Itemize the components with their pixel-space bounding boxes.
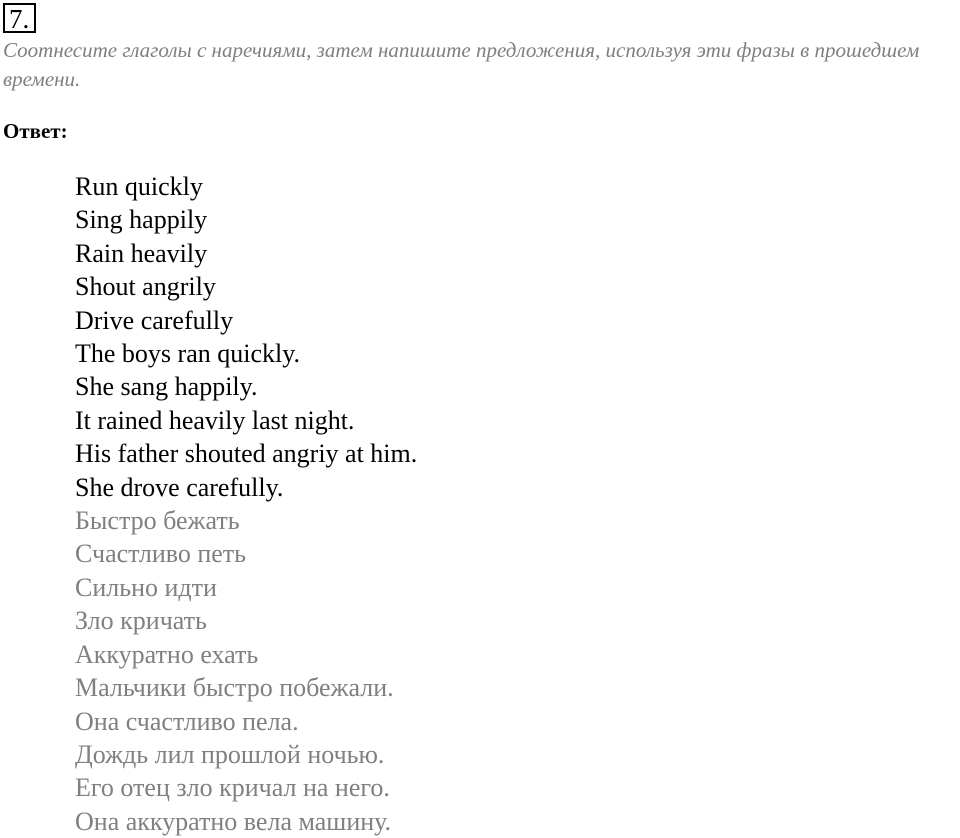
russian-sentence: Она аккуратно вела машину. (75, 806, 392, 836)
english-line: Drive carefully (75, 305, 234, 335)
english-line: Rain heavily (75, 238, 208, 268)
english-sentence: She drove carefully. (75, 472, 284, 502)
russian-line: Быстро бежать (75, 506, 240, 536)
russian-line: Аккуратно ехать (75, 639, 259, 669)
english-sentence: She sang happily. (75, 372, 258, 402)
english-line: Sing happily (75, 205, 208, 235)
english-sentence: His father shouted angriy at him. (75, 439, 418, 469)
english-sentence: The boys ran quickly. (75, 339, 301, 369)
english-line: Shout angrily (75, 272, 216, 302)
answer-list (75, 170, 417, 838)
russian-line: Сильно идти (75, 572, 217, 602)
exercise-instruction: Соотнесите глаголы с наречиями, затем напишите предложения, используя эти фразы в прошедшем времени. (3, 38, 920, 91)
english-sentence: It rained heavily last night. (75, 405, 355, 435)
russian-sentence: Мальчики быстро побежали. (75, 673, 394, 703)
russian-sentence: Дождь лил прошлой ночью. (75, 739, 385, 769)
russian-sentence: Она счастливо пела. (75, 706, 299, 736)
exercise-number: 7. (3, 3, 36, 33)
russian-line: Зло кричать (75, 606, 207, 636)
answer-label: Ответ: (3, 119, 68, 143)
english-line: Run quickly (75, 172, 203, 201)
russian-line: Счастливо петь (75, 539, 247, 569)
russian-sentence: Его отец зло кричал на него. (75, 773, 390, 803)
